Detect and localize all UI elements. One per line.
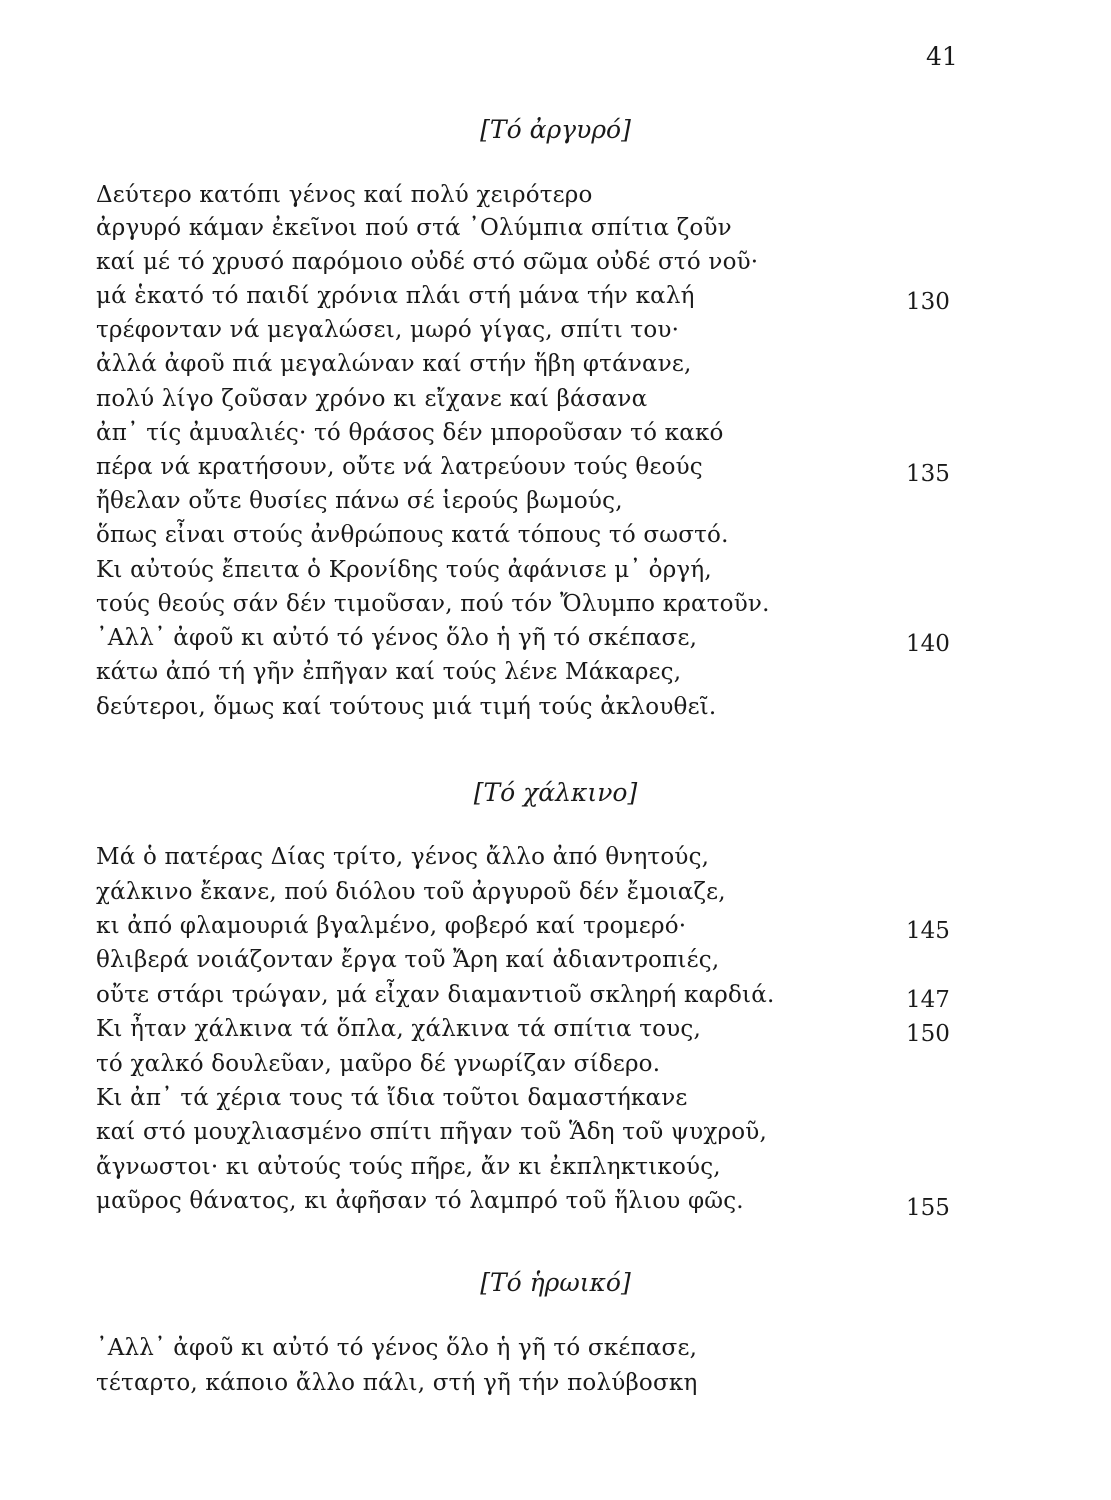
- verse-line: δεύτεροι, ὅμως καί τούτους μιά τιμή τούς ἀκλουθεῖ.: [96, 694, 717, 720]
- verse-line: τέταρτο, κάποιο ἄλλο πάλι, στή γῆ τήν πολύβοσκη: [96, 1370, 698, 1396]
- verse-line: Κι ἀπ᾿ τά χέρια τους τά ἴδια τοῦτοι δαμαστήκανε: [96, 1085, 688, 1111]
- verse-line: Μά ὁ πατέρας Δίας τρίτο, γένος ἄλλο ἀπό θνητούς,: [96, 844, 710, 870]
- verse-line: ὅπως εἶναι στούς ἀνθρώπους κατά τόπους τό σωστό.: [96, 522, 729, 548]
- section-heading-argyro: [Τό ἀργυρό]: [480, 115, 631, 144]
- verse-line: Κι ἦταν χάλκινα τά ὅπλα, χάλκινα τά σπίτια τους,: [96, 1016, 701, 1042]
- verse-line: πολύ λίγο ζοῦσαν χρόνο κι εἴχανε καί βάσανα: [96, 386, 648, 412]
- verse-line: τό χαλκό δουλεῦαν, μαῦρο δέ γνωρίζαν σίδερο.: [96, 1051, 661, 1077]
- verse-line: μαῦρος θάνατος, κι ἀφῆσαν τό λαμπρό τοῦ ἥλιου φῶς.: [96, 1188, 744, 1214]
- line-number: 145: [906, 918, 950, 944]
- line-number: 135: [906, 461, 950, 487]
- line-number: 150: [906, 1021, 950, 1047]
- verse-line: κι ἀπό φλαμουριά βγαλμένο, φοβερό καί τρομερό·: [96, 913, 687, 939]
- verse-line: ᾿Αλλ᾿ ἀφοῦ κι αὐτό τό γένος ὅλο ἡ γῆ τό σκέπασε,: [96, 1335, 698, 1361]
- line-number: 140: [906, 631, 950, 657]
- verse-line: οὔτε στάρι τρώγαν, μά εἶχαν διαμαντιοῦ σκληρή καρδιά.: [96, 982, 775, 1008]
- verse-line: τούς θεούς σάν δέν τιμοῦσαν, πού τόν Ὄλυμπο κρατοῦν.: [96, 591, 770, 617]
- line-number: 155: [906, 1195, 950, 1221]
- verse-line: καί μέ τό χρυσό παρόμοιο οὐδέ στό σῶμα οὐδέ στό νοῦ·: [96, 249, 759, 275]
- line-number: 147: [906, 987, 950, 1013]
- section-heading-chalkino: [Τό χάλκινο]: [473, 778, 638, 807]
- verse-line: ἤθελαν οὔτε θυσίες πάνω σέ ἱερούς βωμούς,: [96, 488, 623, 514]
- verse-line: ᾿Αλλ᾿ ἀφοῦ κι αὐτό τό γένος ὅλο ἡ γῆ τό σκέπασε,: [96, 625, 698, 651]
- verse-line: μά ἑκατό τό παιδί χρόνια πλάι στή μάνα τήν καλή: [96, 283, 695, 309]
- line-number: 130: [906, 289, 950, 315]
- verse-line: Κι αὐτούς ἔπειτα ὁ Κρονίδης τούς ἀφάνισε μ᾿ ὀργή,: [96, 557, 712, 583]
- verse-line: ἀπ᾿ τίς ἀμυαλιές· τό θράσος δέν μποροῦσαν τό κακό: [96, 420, 724, 446]
- verse-line: θλιβερά νοιάζονταν ἔργα τοῦ Ἄρη καί ἀδιαντροπιές,: [96, 947, 720, 973]
- page-number: 41: [926, 42, 958, 71]
- section-heading-iroiko: [Τό ἡρωικό]: [480, 1268, 631, 1297]
- verse-line: καί στό μουχλιασμένο σπίτι πῆγαν τοῦ Ἅδη τοῦ ψυχροῦ,: [96, 1119, 767, 1145]
- verse-line: τρέφονταν νά μεγαλώσει, μωρό γίγας, σπίτι του·: [96, 317, 680, 343]
- verse-line: πέρα νά κρατήσουν, οὔτε νά λατρεύουν τούς θεούς: [96, 454, 703, 480]
- verse-line: κάτω ἀπό τή γῆν ἐπῆγαν καί τούς λένε Μάκαρες,: [96, 659, 682, 685]
- verse-line: ἄγνωστοι· κι αὐτούς τούς πῆρε, ἄν κι ἐκπληκτικούς,: [96, 1154, 721, 1180]
- verse-line: ἀλλά ἀφοῦ πιά μεγαλώναν καί στήν ἥβη φτάνανε,: [96, 351, 692, 377]
- verse-line: ἀργυρό κάμαν ἐκεῖνοι πού στά ᾿Ολύμπια σπίτια ζοῦν: [96, 215, 732, 241]
- verse-line: χάλκινο ἔκανε, πού διόλου τοῦ ἀργυροῦ δέν ἔμοιαζε,: [96, 879, 726, 905]
- verse-line: Δεύτερο κατόπι γένος καί πολύ χειρότερο: [96, 182, 593, 208]
